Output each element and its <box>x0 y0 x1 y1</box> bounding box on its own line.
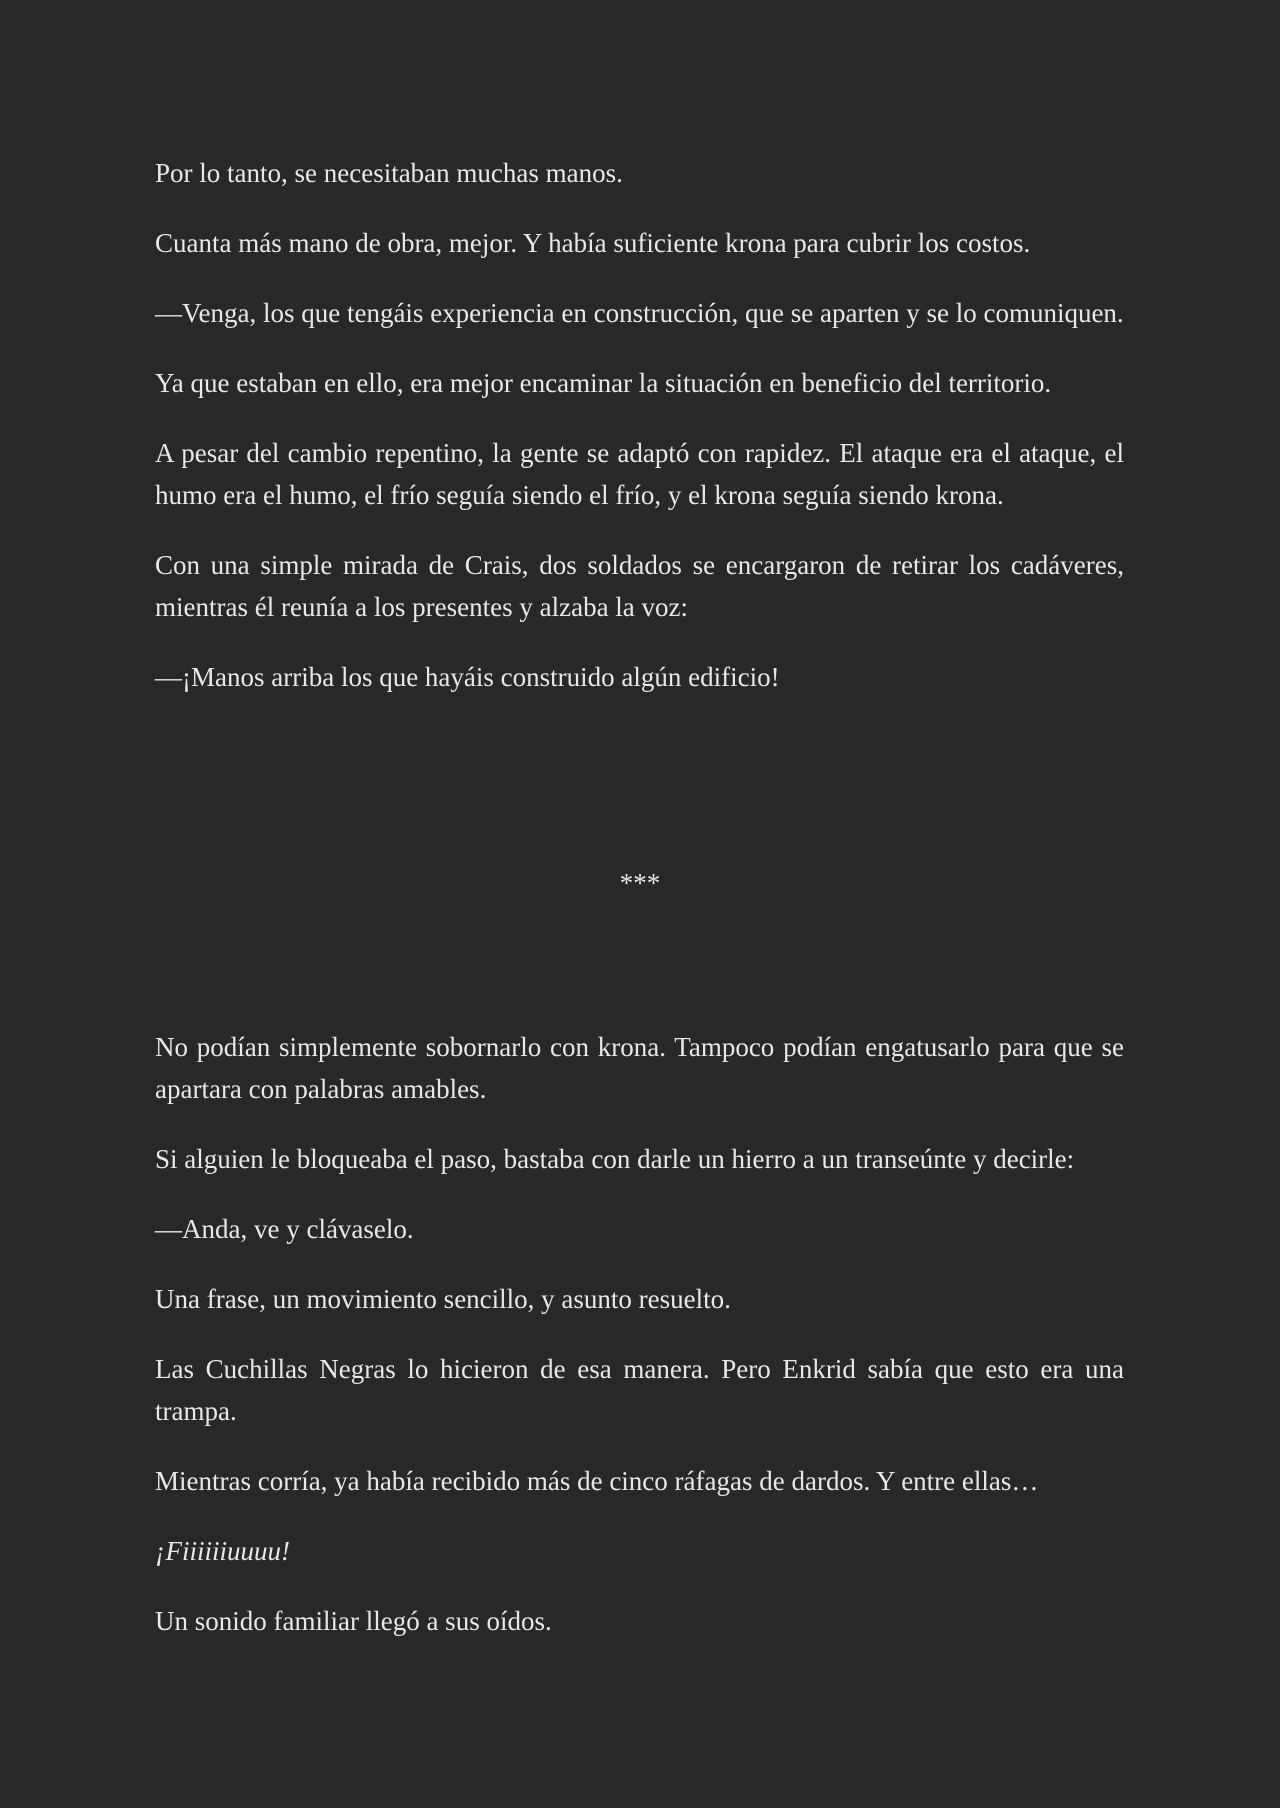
scene-break: *** <box>619 868 661 898</box>
text-section-two <box>155 1026 1124 1670</box>
paragraph: —Venga, los que tengáis experiencia en construcción, que se aparten y se lo comuniquen. <box>155 298 1124 328</box>
text-section-one <box>155 152 1124 726</box>
paragraph: —Anda, ve y clávaselo. <box>155 1214 414 1244</box>
paragraph: Si alguien le bloqueaba el paso, bastaba con darle un hierro a un transeúnte y decirle: <box>155 1144 1075 1174</box>
paragraph: Por lo tanto, se necesitaban muchas manos. <box>155 158 623 188</box>
paragraph: Un sonido familiar llegó a sus oídos. <box>155 1606 552 1636</box>
paragraph: No podían simplemente sobornarlo con krona. Tampoco podían engatusarlo para que se apartara con palabras amables. <box>155 1032 1124 1104</box>
paragraph: Ya que estaban en ello, era mejor encaminar la situación en beneficio del territorio. <box>155 368 1052 398</box>
sound-effect-paragraph: ¡Fiiiiiiuuuu! <box>155 1536 290 1566</box>
paragraph: Una frase, un movimiento sencillo, y asunto resuelto. <box>155 1284 731 1314</box>
paragraph: Las Cuchillas Negras lo hicieron de esa manera. Pero Enkrid sabía que esto era una trampa. <box>155 1354 1124 1426</box>
paragraph: Cuanta más mano de obra, mejor. Y había suficiente krona para cubrir los costos. <box>155 228 1031 258</box>
paragraph: Mientras corría, ya había recibido más de cinco ráfagas de dardos. Y entre ellas… <box>155 1466 1039 1496</box>
paragraph: —¡Manos arriba los que hayáis construido algún edificio! <box>155 662 780 692</box>
paragraph: Con una simple mirada de Crais, dos soldados se encargaron de retirar los cadáveres, mientras él reunía a los presentes y alzaba la voz: <box>155 550 1124 622</box>
paragraph: A pesar del cambio repentino, la gente se adaptó con rapidez. El ataque era el ataque, el humo era el humo, el frío seguía siendo el frío, y el krona seguía siendo krona. <box>155 438 1124 510</box>
